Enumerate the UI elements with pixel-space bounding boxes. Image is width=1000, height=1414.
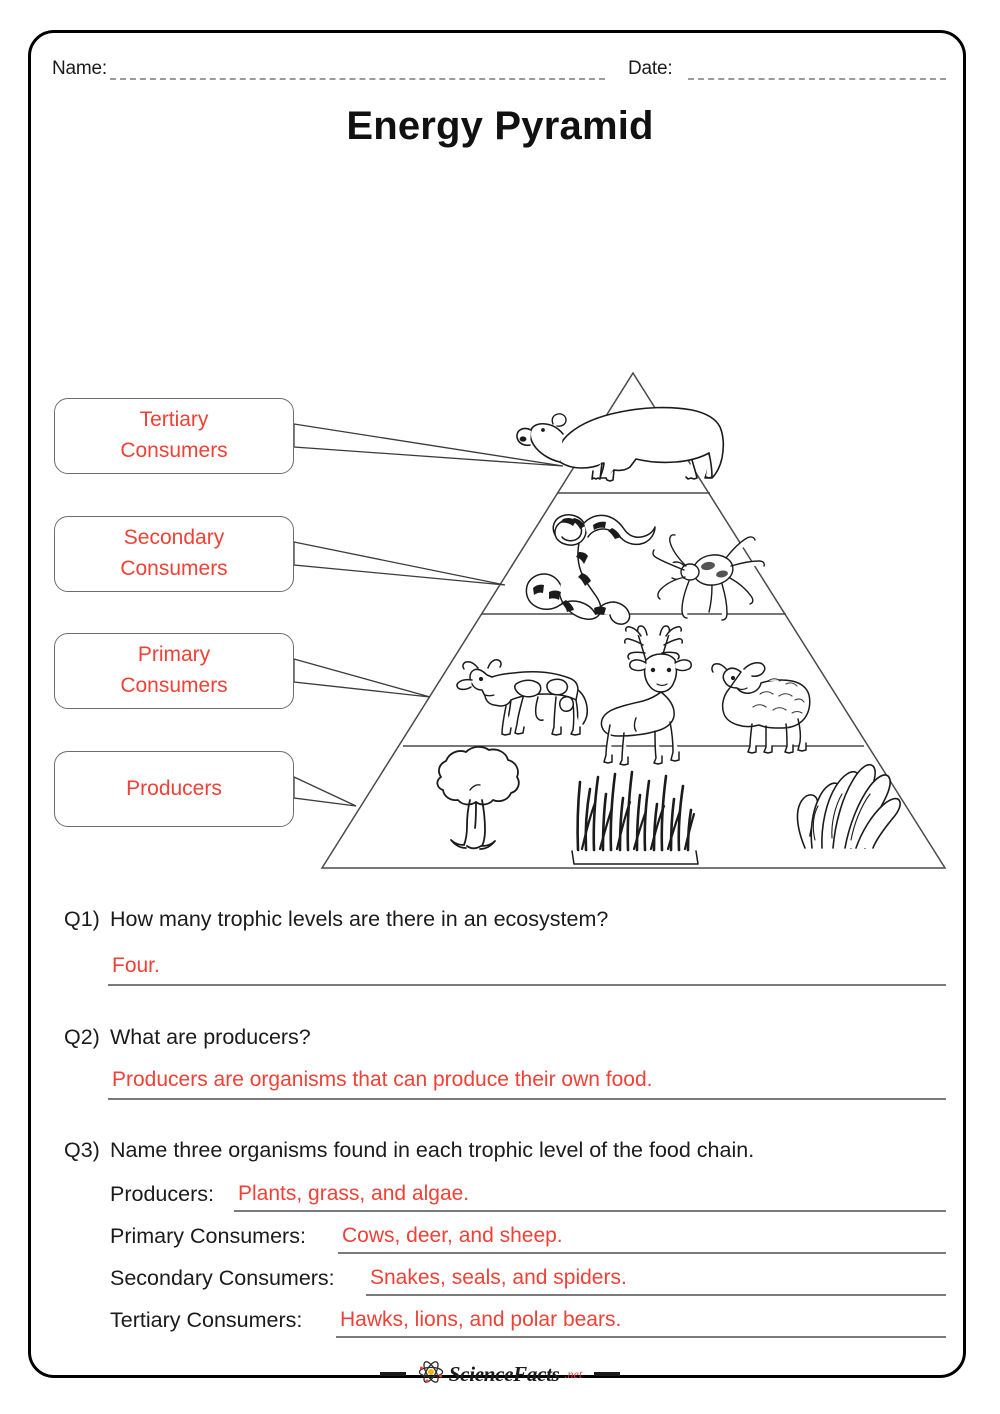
q3-sub-answer-producers[interactable]: Plants, grass, and algae.	[238, 1182, 470, 1205]
q3-answer-line-tertiary[interactable]	[336, 1336, 946, 1338]
label-box-primary-consumers[interactable]	[54, 633, 294, 709]
label-box-tertiary-consumers[interactable]	[54, 398, 294, 474]
name-label: Name:	[52, 58, 107, 79]
label-line-2: Consumers	[120, 557, 228, 580]
q3-text: Name three organisms found in each trophic level of the food chain.	[110, 1138, 755, 1162]
footer-brand-name: ScienceFacts	[448, 1361, 560, 1386]
q3-sub-label-tertiary: Tertiary Consumers:	[110, 1308, 303, 1332]
sciencefacts-logo[interactable]	[418, 1359, 582, 1390]
q1-text: How many trophic levels are there in an ecosystem?	[110, 907, 609, 931]
label-line-2: Consumers	[120, 674, 228, 697]
page-title: Energy Pyramid	[346, 104, 654, 148]
q1-number: Q1)	[64, 907, 100, 931]
label-line-1: Secondary	[123, 526, 225, 550]
q2-number: Q2)	[64, 1025, 100, 1049]
date-label: Date:	[628, 58, 673, 79]
q3-answer-line-secondary[interactable]	[366, 1294, 946, 1296]
label-line-1: Primary	[137, 643, 211, 667]
worksheet-header	[0, 58, 1000, 84]
q3-sub-answer-secondary[interactable]: Snakes, seals, and spiders.	[370, 1266, 627, 1289]
label-line-1: Producers	[126, 776, 222, 800]
label-box-secondary-consumers[interactable]	[54, 516, 294, 592]
label-box-producers[interactable]	[54, 751, 294, 827]
q3-number: Q3)	[64, 1138, 100, 1162]
footer-rule-right	[594, 1372, 620, 1376]
q2-answer-line[interactable]	[108, 1098, 946, 1100]
label-line-2: Consumers	[120, 439, 228, 462]
q3-sub-answer-primary[interactable]: Cows, deer, and sheep.	[342, 1224, 563, 1247]
q3-sub-label-primary: Primary Consumers:	[110, 1224, 306, 1248]
footer	[0, 1352, 1000, 1396]
date-input-line[interactable]	[688, 78, 946, 80]
label-line-1: Tertiary	[139, 408, 209, 432]
q3-sub-answer-tertiary[interactable]: Hawks, lions, and polar bears.	[340, 1308, 622, 1331]
q1-answer-line[interactable]	[108, 984, 946, 986]
footer-tld: .net	[564, 1366, 583, 1381]
q3-answer-line-producers[interactable]	[234, 1210, 946, 1212]
q2-text: What are producers?	[110, 1025, 311, 1049]
q1-answer[interactable]: Four.	[112, 954, 160, 977]
q3-sub-label-secondary: Secondary Consumers:	[110, 1266, 335, 1290]
q3-sub-label-producers: Producers:	[110, 1182, 214, 1206]
q2-answer[interactable]: Producers are organisms that can produce their own food.	[112, 1068, 653, 1091]
name-input-line[interactable]	[110, 78, 605, 80]
q3-answer-line-primary[interactable]	[338, 1252, 946, 1254]
atom-icon	[418, 1359, 444, 1390]
footer-rule-left	[380, 1372, 406, 1376]
